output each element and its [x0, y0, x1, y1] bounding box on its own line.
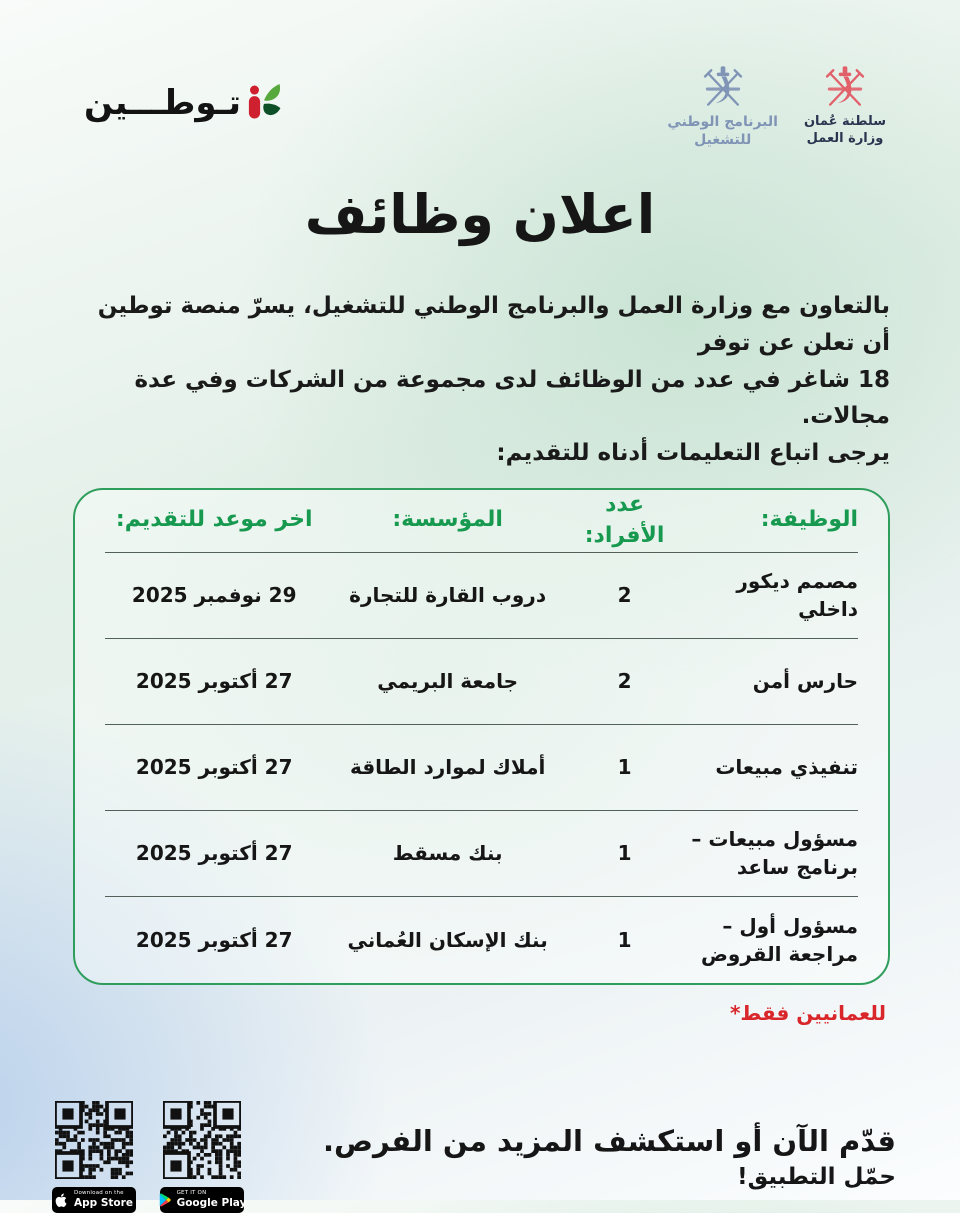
table-header-row — [105, 490, 858, 553]
deadline-cell: 29 نوفمبر 2025 — [131, 583, 297, 608]
table-body — [75, 553, 888, 983]
mol-logo-text-line1: سلطنة عُمان — [803, 114, 886, 129]
table-row — [105, 553, 858, 639]
deadline-cell: 27 أكتوبر 2025 — [135, 927, 293, 952]
tawteen-flower-icon — [245, 82, 283, 124]
job-title-cell: مسؤول مبيعات – برنامج ساعد — [691, 827, 858, 880]
oman-emblem-icon — [820, 64, 870, 114]
header-job: الوظيفة: — [760, 507, 858, 533]
organization-cell: أملاك لموارد الطاقة — [349, 755, 546, 780]
google-play-column — [160, 1101, 247, 1213]
cta-line-2: حمّل التطبيق! — [737, 1163, 896, 1190]
job-count-cell: 2 — [617, 583, 632, 608]
job-count-cell: 2 — [617, 669, 632, 694]
job-count-cell: 1 — [617, 755, 632, 780]
intro-line-3: يرجى اتباع التعليمات أدناه للتقديم: — [496, 440, 890, 467]
header-count: عدد الأفراد: — [584, 491, 665, 548]
cta-line-1: قدّم الآن أو استكشف المزيد من الفرص. — [323, 1123, 896, 1158]
organization-cell: دروب القارة للتجارة — [349, 583, 547, 608]
organization-cell: بنك الإسكان العُماني — [347, 927, 548, 952]
header-deadline: اخر موعد للتقديم: — [115, 507, 313, 533]
ministry-of-labour-logo — [804, 64, 886, 148]
intro-line-2: 18 شاغر في عدد من الوظائف لدى مجموعة من الشركات وفي عدة مجالات. — [134, 366, 890, 430]
deadline-cell: 27 أكتوبر 2025 — [135, 755, 293, 780]
job-title-cell: مصمم ديكور داخلي — [736, 569, 858, 622]
app-store-badge-bottom: App Store — [74, 1196, 133, 1209]
qr-code-group — [52, 1101, 247, 1213]
app-store-qr-code — [55, 1101, 133, 1179]
table-row — [105, 725, 858, 811]
jobs-table — [73, 488, 890, 985]
deadline-cell: 27 أكتوبر 2025 — [135, 841, 293, 866]
footer — [0, 1101, 960, 1213]
intro-paragraph — [0, 288, 960, 472]
tawteen-wordmark: تـوطـــين — [84, 83, 242, 123]
header-org: المؤسسة: — [392, 507, 503, 533]
page-title: اعلان وظائف — [304, 183, 656, 246]
call-to-action — [323, 1124, 896, 1190]
mol-logo-text-line2: وزارة العمل — [806, 130, 884, 146]
oman-emblem-icon — [698, 64, 748, 114]
job-title-cell: تنفيذي مبيعات — [715, 755, 858, 780]
organization-cell: جامعة البريمي — [377, 669, 519, 694]
national-employment-program-logo — [667, 64, 778, 149]
google-play-badge-top: GET IT ON — [176, 1189, 207, 1196]
table-row — [105, 811, 858, 897]
google-play-qr-code — [163, 1101, 241, 1179]
government-logos — [667, 64, 886, 149]
job-count-cell: 1 — [617, 927, 632, 952]
nep-logo-text-line2: للتشغيل — [694, 131, 752, 148]
deadline-cell: 27 أكتوبر 2025 — [135, 669, 293, 694]
header-bar — [0, 0, 960, 149]
intro-line-1: بالتعاون مع وزارة العمل والبرنامج الوطني للتشغيل، يسرّ منصة توطين أن تعلن عن توفر — [97, 293, 890, 356]
organization-cell: بنك مسقط — [392, 841, 503, 866]
app-store-column — [52, 1101, 136, 1213]
omanis-only-note: للعمانيين فقط* — [729, 1000, 886, 1025]
job-title-cell: حارس أمن — [752, 669, 858, 694]
nep-logo-text-line1: البرنامج الوطني — [667, 114, 778, 130]
app-store-badge-top: Download on the — [74, 1189, 124, 1196]
table-row — [105, 639, 858, 725]
job-count-cell: 1 — [617, 841, 632, 866]
table-row — [105, 897, 858, 983]
job-title-cell: مسؤول أول – مراجعة القروض — [700, 913, 858, 966]
google-play-badge-bottom: Google Play — [176, 1196, 247, 1209]
tawteen-logo — [84, 82, 283, 124]
